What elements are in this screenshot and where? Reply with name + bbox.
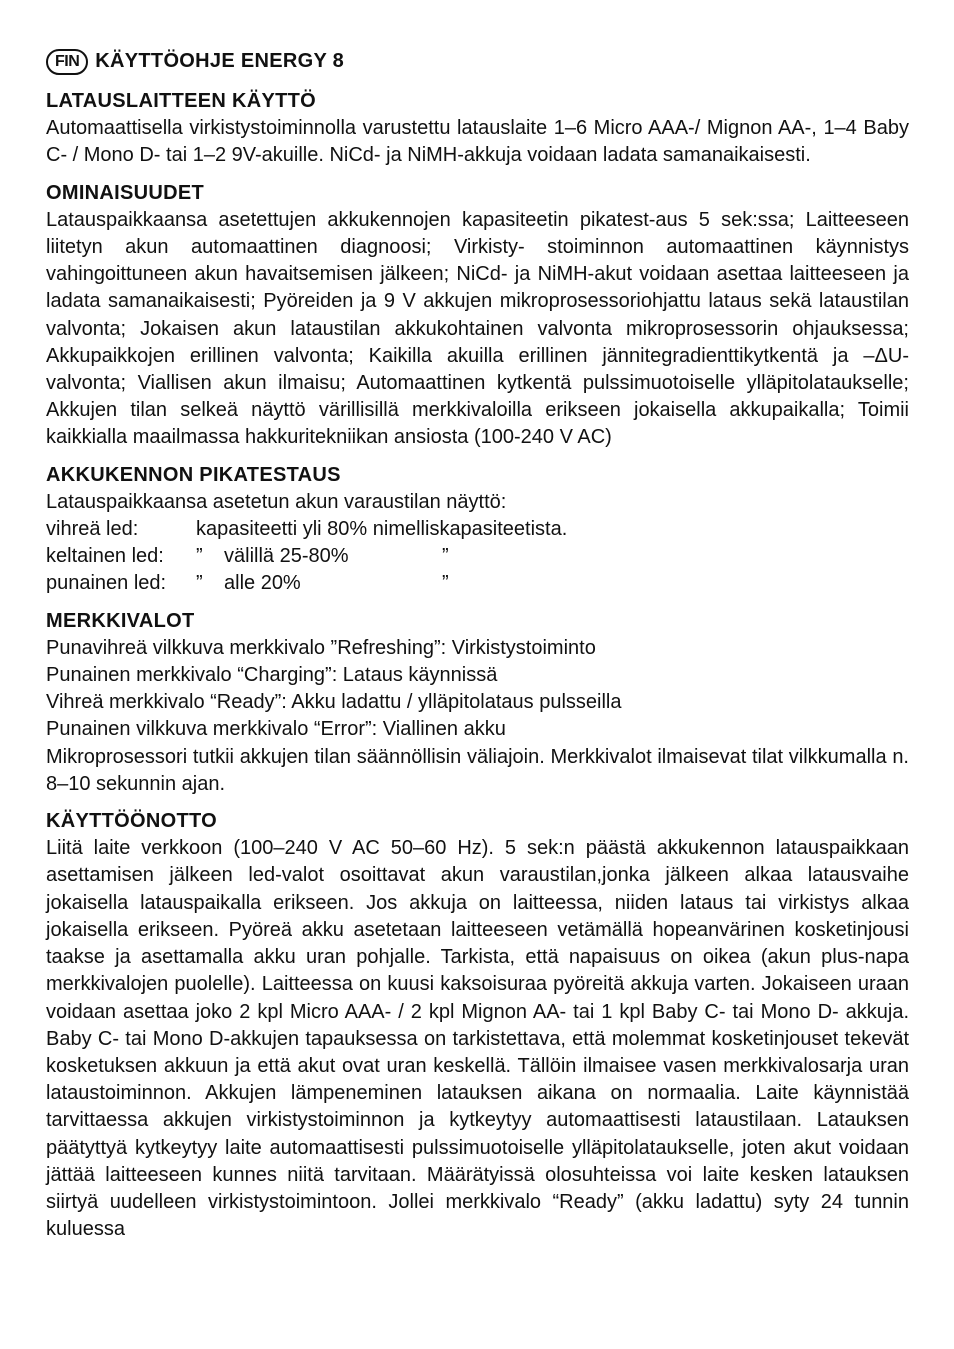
- led-label: punainen led:: [46, 572, 167, 595]
- indicator-line: Punavihreä vilkkuva merkkivalo ”Refreshing”: Virkistystoiminto: [46, 636, 596, 659]
- led-row-green: [46, 516, 909, 543]
- quicktest-intro: Latauspaikkaansa asetetun akun varaustilan näyttö:: [46, 490, 507, 513]
- led-row-yellow: [46, 543, 909, 570]
- section-title-usage: LATAUSLAITTEEN KÄYTTÖ: [46, 90, 316, 112]
- indicator-line: Punainen merkkivalo “Charging”: Lataus käynnissä: [46, 664, 498, 687]
- section-usage: [46, 88, 909, 170]
- led-label: vihreä led:: [46, 518, 139, 541]
- manual-page: [46, 46, 909, 1253]
- ditto-mark: ”: [196, 572, 203, 595]
- section-title-startup: KÄYTTÖÖNOTTO: [46, 810, 218, 833]
- section-title-features: OMINAISUUDET: [46, 181, 205, 204]
- section-title-indicators: MERKKIVALOT: [46, 609, 195, 632]
- led-label: keltainen led:: [46, 545, 164, 568]
- indicators-paragraph: Mikroprosessori tutkii akkujen tilan säännöllisin väliajoin. Merkkivalot ilmaisevat tilat vilkkumalla n. 8–10 sekunnin ajan.: [46, 745, 909, 795]
- document-title: KÄYTTÖOHJE ENERGY 8: [95, 50, 344, 73]
- indicator-line: Punainen vilkkuva merkkivalo “Error”: Viallinen akku: [46, 718, 506, 741]
- ditto-mark: ”: [196, 545, 203, 568]
- section-features: [46, 180, 909, 452]
- startup-paragraph: Liitä laite verkkoon (100–240 V AC 50–60 Hz). 5 sek:n päästä akkukennon latauspaikkaan asettamisen jälkeen led-valot osoittavat akun varaustilan,jonka jälkeen alkaa latausvaihe jokaisella latauspaikalla erikseen. Jos akkuja on laitteessa, niiden lataus tai virkistys alkaa jokaisella erikseen. Pyöreä akku asetetaan laitteeseen vetämällä hopeanvärinen kosketinjousi taakse ja asettamalla akku uran pohjalle. Tarkista, että napaisuus on oikea (akun plus-napa merkkivalojen puolelle). Laitteessa on kuusi kaksoisuraa pyöreitä akkuja varten. Jokaiseen uraan voidaan asettaa joko 2 kpl Micro AAA- / 2 kpl Mignon AA- tai 1 kpl Baby C- tai Mono D- akkuja. Baby C- tai Mono D-akkujen tapauksessa on tarkistettava, että molemmat kosketinjouset tekevät kosketuksen akkuun ja että akut ovat uran keskellä. Tällöin ilmaisee vasen merkkivalosarja uran lataustoiminnon. Akkujen lämpeneminen latauksen aikana on normaalia. Laite käynnistää tarvittaessa akkujen virkistystoiminnon ja kytkeytyy automaattisesti lataustilaan. Latauksen päätyttyä kytkeytyy laite automaattisesti pulssimuotoiselle ylläpitolataukselle, joten akut voidaan jättää laitteeseen kunnes niitä tarvitaan. Määrätyissä olosuhteissa voi laite kesken latauksen siirtyä uudelleen virkistystoimintoon. Jollei merkkivalo “Ready” (akku ladattu) syty 24 tunnin kuluessa: [46, 837, 909, 1241]
- features-paragraph: Latauspaikkaansa asetettujen akkukennojen kapasiteetin pikatest-aus 5 sek:ssa; Laitteeseen liitetyn akun automaattinen diagnoosi; Virkisty- stoiminnon automaattinen käynnistys vahingoittuneen akun havaitsemisen jälkeen; NiCd- ja NiMH-akut voidaan asettaa laitteeseen ja ladata samanaikaisesti; Pyöreiden ja 9 V akkujen mikroprosessoriohjattu lataus sekä lataustilan valvonta; Jokaisen akun lataustilan akkukohtainen valvonta mikroprosessorin ohjauksessa; Akkupaikkojen erillinen valvonta; Kaikilla akuilla erillinen jännitegradienttikytkentä ja –ΔU-valvonta; Viallisen akun ilmaisu; Automaattinen kytkentä pulssimuotoiselle ylläpitolataukselle; Akkujen tilan selkeä näyttö värillisillä merkkivaloilla erikseen jokaisella akkupaikalla; Toimii kaikkialla maailmassa hakkuritekniikan ansiosta (100-240 V AC): [46, 208, 909, 449]
- led-description: välillä 25-80%: [224, 545, 349, 568]
- section-quicktest: [46, 462, 909, 598]
- document-header: [46, 46, 909, 78]
- led-description: alle 20%: [224, 572, 301, 595]
- ditto-mark: ”: [442, 572, 449, 595]
- language-badge: FIN: [46, 49, 88, 75]
- led-description: kapasiteetti yli 80% nimelliskapasiteetista.: [196, 518, 568, 541]
- section-startup: [46, 808, 909, 1243]
- led-row-red: [46, 570, 909, 597]
- indicator-line: Vihreä merkkivalo “Ready”: Akku ladattu / ylläpitolataus pulsseilla: [46, 691, 622, 714]
- usage-paragraph: Automaattisella virkistystoiminnolla varustettu latauslaite 1–6 Micro AAA-/ Mignon AA-, 1–4 Baby C- / Mono D- tai 1–2 9V-akuille. NiCd- ja NiMH-akkuja voidaan ladata samanaikaisesti.: [46, 117, 909, 167]
- ditto-mark: ”: [442, 545, 449, 568]
- section-title-quicktest: AKKUKENNON PIKATESTAUS: [46, 463, 341, 486]
- section-indicators: [46, 608, 909, 798]
